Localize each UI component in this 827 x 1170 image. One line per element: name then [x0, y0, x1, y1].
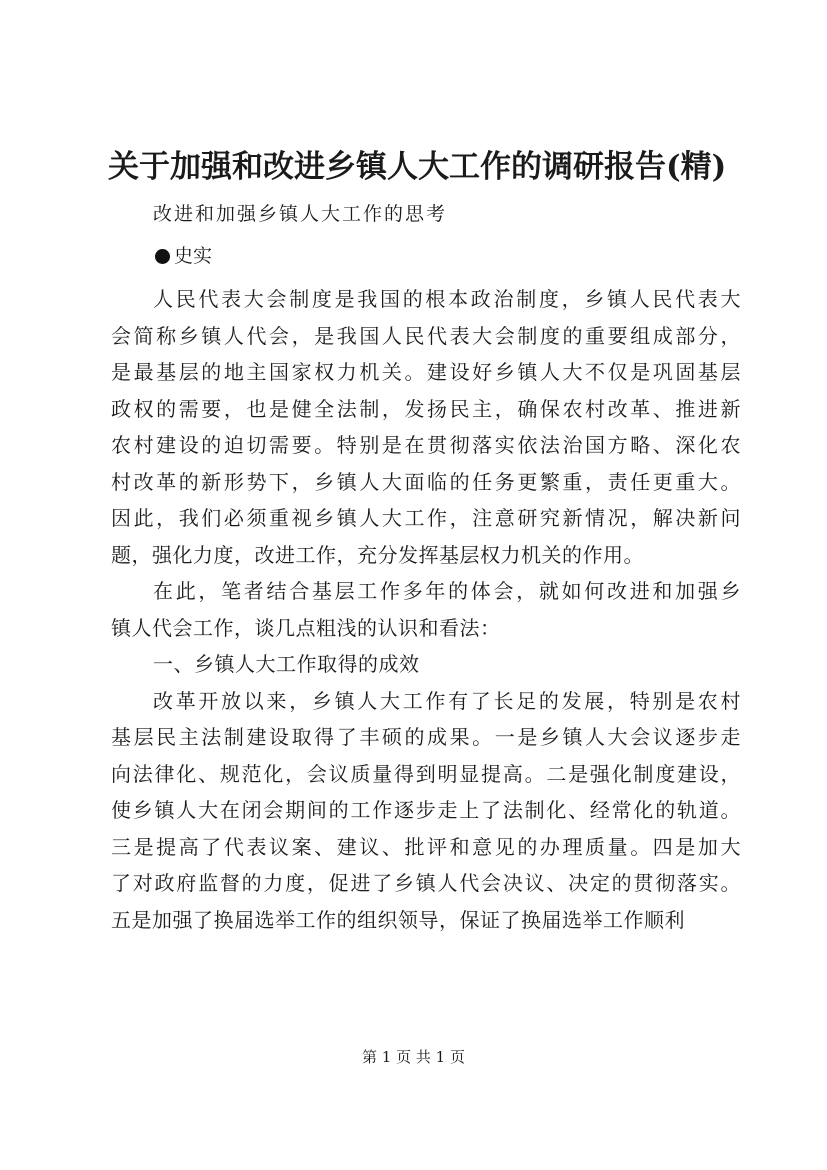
document-subtitle: 改进和加强乡镇人大工作的思考	[153, 203, 448, 225]
paragraph-line: 政权的需要，也是健全法制，发扬民主，确保农村改革、推进新	[111, 396, 741, 421]
paragraph-line: 因此，我们必须重视乡镇人大工作，注意研究新情况，解决新问	[111, 506, 741, 530]
paragraph-line: 五是加强了换届选举工作的组织领导，保证了换届选举工作顺利	[111, 907, 685, 932]
document-body	[111, 281, 741, 938]
bullet-heading	[155, 242, 212, 270]
paragraph-line: 向法律化、规范化，会议质量得到明显提高。二是强化制度建设，	[111, 761, 741, 786]
paragraph-line: 是最基层的地主国家权力机关。建设好乡镇人大不仅是巩固基层	[111, 360, 741, 384]
page-footer: 第 1 页 共 1 页	[362, 1048, 465, 1066]
paragraph-line: 使乡镇人大在闭会期间的工作逐步走上了法制化、经常化的轨道。	[111, 798, 741, 822]
paragraph-line: 三是提高了代表议案、建议、批评和意见的办理质量。四是加大	[111, 834, 741, 859]
bullet-dot-icon	[155, 249, 170, 264]
paragraph-line: 镇人代会工作，谈几点粗浅的认识和看法：	[111, 615, 501, 640]
paragraph-line: 基层民主法制建设取得了丰硕的成果。一是乡镇人大会议逐步走	[111, 725, 741, 749]
paragraph-line: 题，强化力度，改进工作，充分发挥基层权力机关的作用。	[111, 542, 644, 567]
paragraph-line: 一、乡镇人大工作取得的成效	[153, 652, 420, 676]
paragraph-line: 会简称乡镇人代会，是我国人民代表大会制度的重要组成部分，	[111, 323, 741, 348]
paragraph-line: 村改革的新形势下，乡镇人大面临的任务更繁重，责任更重大。	[111, 469, 741, 494]
document-title: 关于加强和改进乡镇人大工作的调研报告(精)	[108, 149, 727, 185]
paragraph-line: 人民代表大会制度是我国的根本政治制度，乡镇人民代表大	[153, 287, 741, 311]
paragraph-line: 农村建设的迫切需要。特别是在贯彻落实依法治国方略、深化农	[111, 433, 741, 457]
paragraph-line: 改革开放以来，乡镇人大工作有了长足的发展，特别是农村	[153, 688, 741, 713]
paragraph-line: 了对政府监督的力度，促进了乡镇人代会决议、决定的贯彻落实。	[111, 871, 741, 895]
bullet-heading-label: 史实	[174, 245, 213, 267]
paragraph-line: 在此，笔者结合基层工作多年的体会，就如何改进和加强乡	[153, 579, 741, 603]
